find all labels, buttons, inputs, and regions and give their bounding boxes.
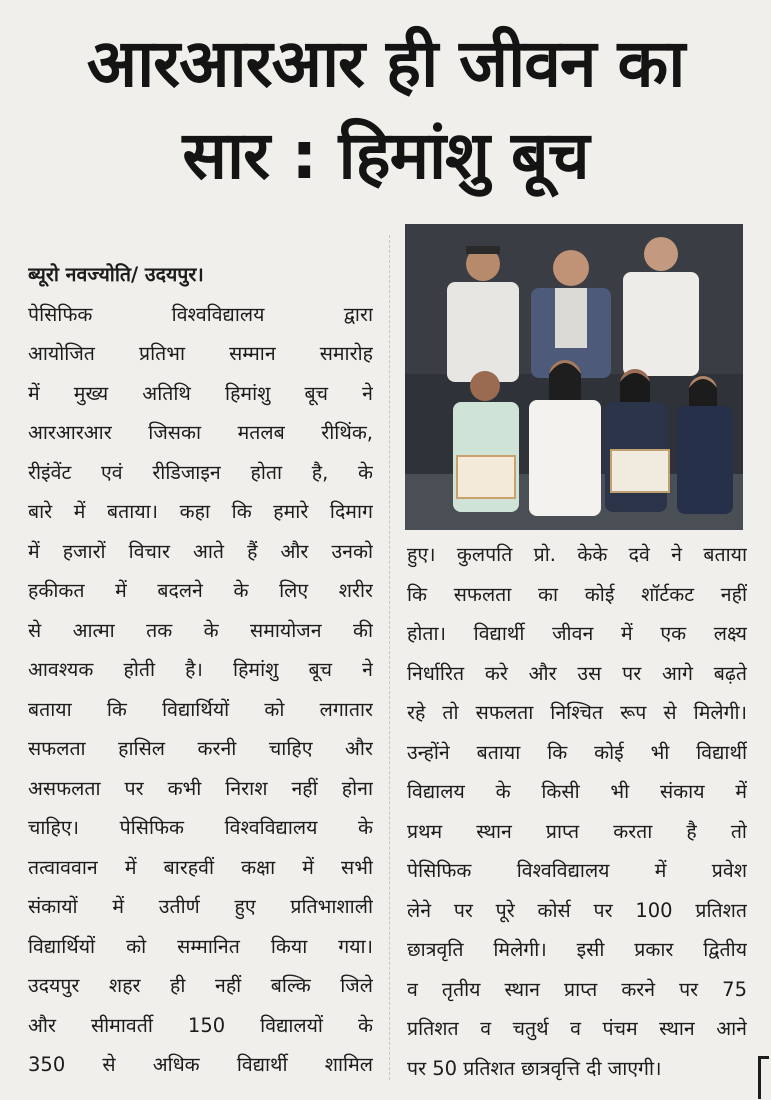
headline-line-2: सार : हिमांशु बूच [182, 117, 589, 194]
article-line: और सीमावर्ती 150 विद्यालयों के [28, 1013, 373, 1037]
article-line: प्रथम स्थान प्राप्त करता है तो [407, 819, 747, 843]
article-line: बताया कि विद्यार्थियों को लगातार [28, 697, 373, 721]
article-line: विद्यालय के किसी भी संकाय में [407, 780, 747, 803]
article-line: उदयपुर शहर ही नहीं बल्कि जिले [28, 974, 373, 997]
article-line: बारे में बताया। कहा कि हमारे दिमाग [28, 500, 373, 523]
article-line: लेने पर पूरे कोर्स पर 100 प्रतिशत [407, 898, 747, 922]
column-divider [389, 235, 390, 1080]
article-line: आवश्यक होती है। हिमांशु बूच ने [28, 658, 373, 681]
article-line: में मुख्य अतिथि हिमांशु बूच ने [28, 381, 373, 405]
article-line: पेसिफिक विश्वविद्यालय में प्रवेश [407, 859, 747, 882]
article-line: उन्होंने बताया कि कोई भी विद्यार्थी [407, 740, 747, 764]
article-line: प्रतिशत व चतुर्थ व पंचम स्थान आने [407, 1017, 747, 1040]
article-line: सफलता हासिल करनी चाहिए और [28, 737, 373, 760]
article-end-mark [758, 1056, 769, 1099]
group-photo-illustration [405, 224, 743, 530]
article-line: में हजारों विचार आते हैं और उनको [28, 539, 373, 563]
article-line: पेसिफिक विश्वविद्यालय द्वारा [28, 302, 373, 326]
article-line: कि सफलता का कोई शॉर्टकट नहीं [407, 582, 747, 606]
dateline: ब्यूरो नवज्योति/ उदयपुर। [28, 263, 204, 286]
article-line: विद्यार्थियों को सम्मानित किया गया। [28, 934, 373, 958]
article-left-column [28, 255, 373, 1085]
article-line: हकीकत में बदलने के लिए शरीर [28, 579, 373, 602]
article-line: असफलता पर कभी निराश नहीं होना [28, 776, 373, 800]
article-line: चाहिए। पेसिफिक विश्वविद्यालय के [28, 816, 373, 839]
article-line: छात्रवृति मिलेगी। इसी प्रकार द्वितीय [407, 938, 747, 961]
news-photo [405, 224, 743, 530]
article-line: हुए। कुलपति प्रो. केके दवे ने बताया [407, 543, 747, 566]
headline-line-1: आरआरआर ही जीवन का [86, 25, 685, 102]
article-line: तत्वाववान में बारहवीं कक्षा में सभी [28, 855, 373, 879]
article-line: संकायों में उतीर्ण हुए प्रतिभाशाली [28, 895, 373, 918]
article-line: रहे तो सफलता निश्चित रूप से मिलेगी। [407, 701, 747, 724]
article-line: पर 50 प्रतिशत छात्रवृत्ति दी जाएगी। [407, 1056, 662, 1080]
article-line: से आत्मा तक के समायोजन की [28, 618, 373, 642]
article-line: निर्धारित करे और उस पर आगे बढ़ते [407, 661, 747, 685]
article-line: आयोजित प्रतिभा सम्मान समारोह [28, 342, 373, 365]
article-line: रीइंवेंट एवं रीडिजाइन होता है, के [28, 460, 373, 484]
headline [0, 18, 771, 202]
article-line: होता। विद्यार्थी जीवन में एक लक्ष्य [407, 622, 747, 645]
article-line: व तृतीय स्थान प्राप्त करने पर 75 [407, 977, 747, 1001]
article-line: 350 से अधिक विद्यार्थी शामिल [28, 1053, 373, 1076]
article-right-column [407, 535, 747, 1088]
article-line: आरआरआर जिसका मतलब रीथिंक, [28, 421, 373, 444]
